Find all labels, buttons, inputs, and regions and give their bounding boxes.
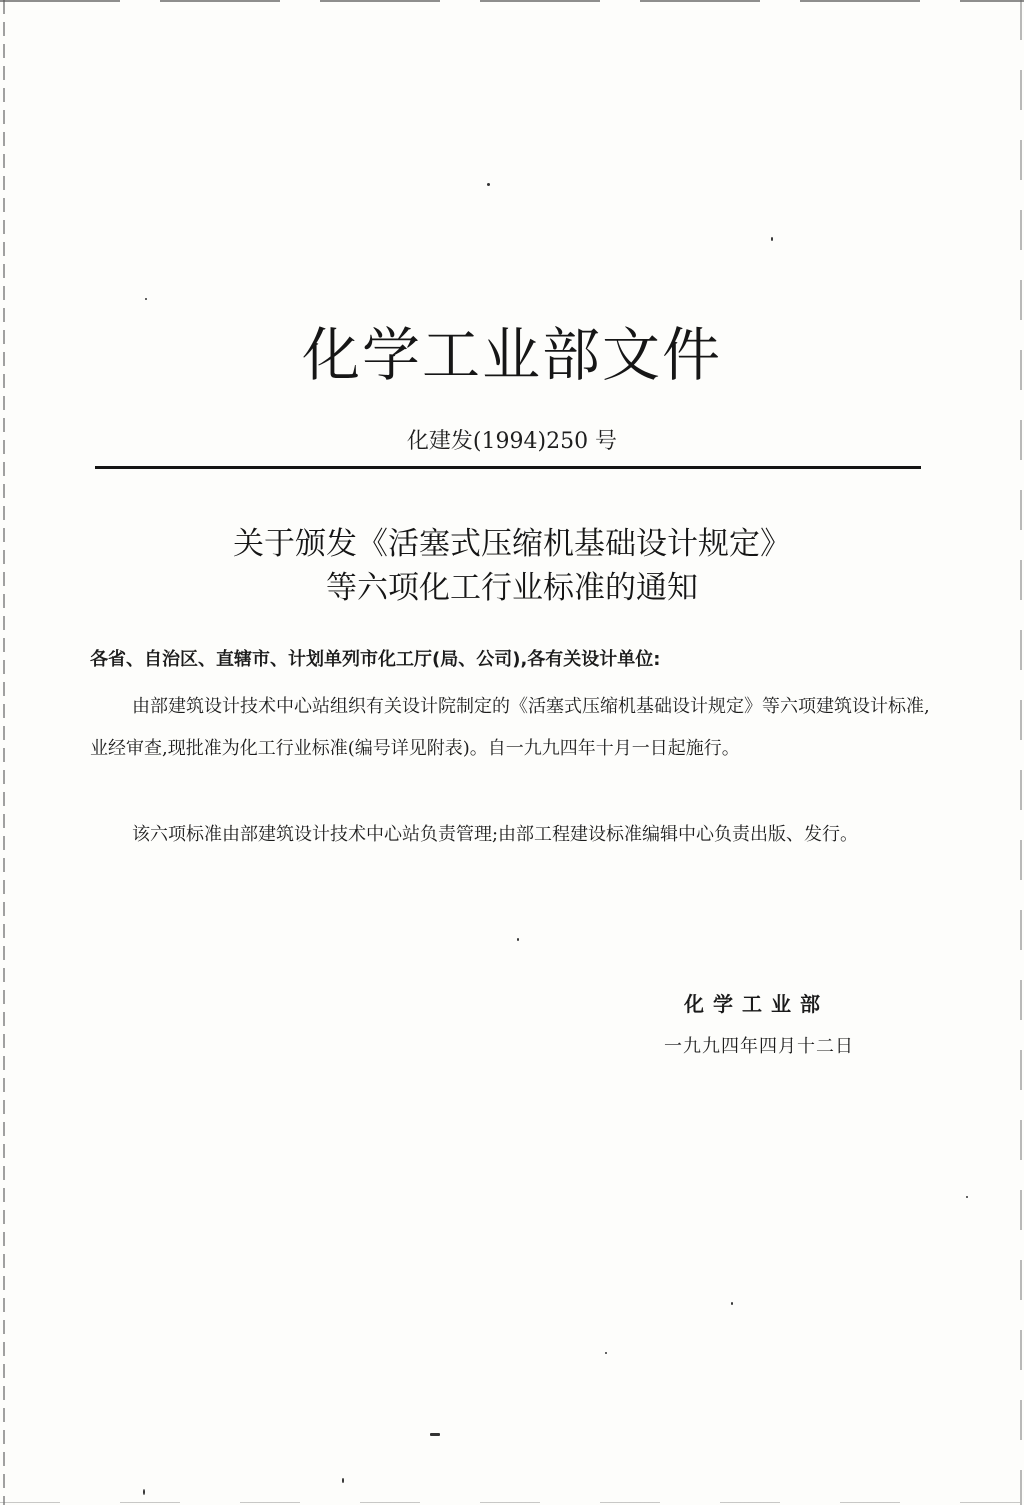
- scan-speck: [731, 1302, 733, 1305]
- scan-speck: [605, 1352, 607, 1354]
- scan-speck: [430, 1433, 440, 1436]
- scan-edge-top: [0, 0, 1024, 2]
- issuer-signature: 化学工业部: [684, 992, 829, 1016]
- scan-edge-left: [3, 0, 5, 1505]
- scan-speck: [342, 1478, 344, 1483]
- document-masthead: 化学工业部文件: [301, 321, 722, 389]
- notice-title-line-1: 关于颁发《活塞式压缩机基础设计规定》: [233, 526, 791, 562]
- scan-edge-right: [1020, 0, 1022, 1505]
- scan-speck: [517, 938, 519, 941]
- issue-date: 一九九四年四月十二日: [664, 1036, 854, 1057]
- scan-speck: [487, 183, 490, 186]
- scan-speck: [966, 1196, 968, 1198]
- salutation: 各省、自治区、直辖市、计划单列市化工厅(局、公司),各有关设计单位:: [90, 649, 661, 670]
- document-number: 化建发(1994)250 号: [406, 429, 618, 454]
- body-paragraph-2: 该六项标准由部建筑设计技术中心站负责管理;由部工程建设标准编辑中心负责出版、发行。: [132, 824, 859, 845]
- scan-speck: [145, 298, 147, 300]
- scan-edge-bottom: [0, 1502, 1024, 1503]
- scan-speck: [771, 237, 773, 241]
- notice-title: [0, 522, 1024, 610]
- scan-speck: [143, 1489, 145, 1495]
- body-paragraph-1: 由部建筑设计技术中心站组织有关设计院制定的《活塞式压缩机基础设计规定》等六项建筑设计标准,业经审查,现批准为化工行业标准(编号详见附表)。自一九九四年十月一日起施行。: [90, 696, 930, 759]
- notice-title-line-2: 等六项化工行业标准的通知: [326, 570, 698, 606]
- header-divider: [95, 466, 921, 469]
